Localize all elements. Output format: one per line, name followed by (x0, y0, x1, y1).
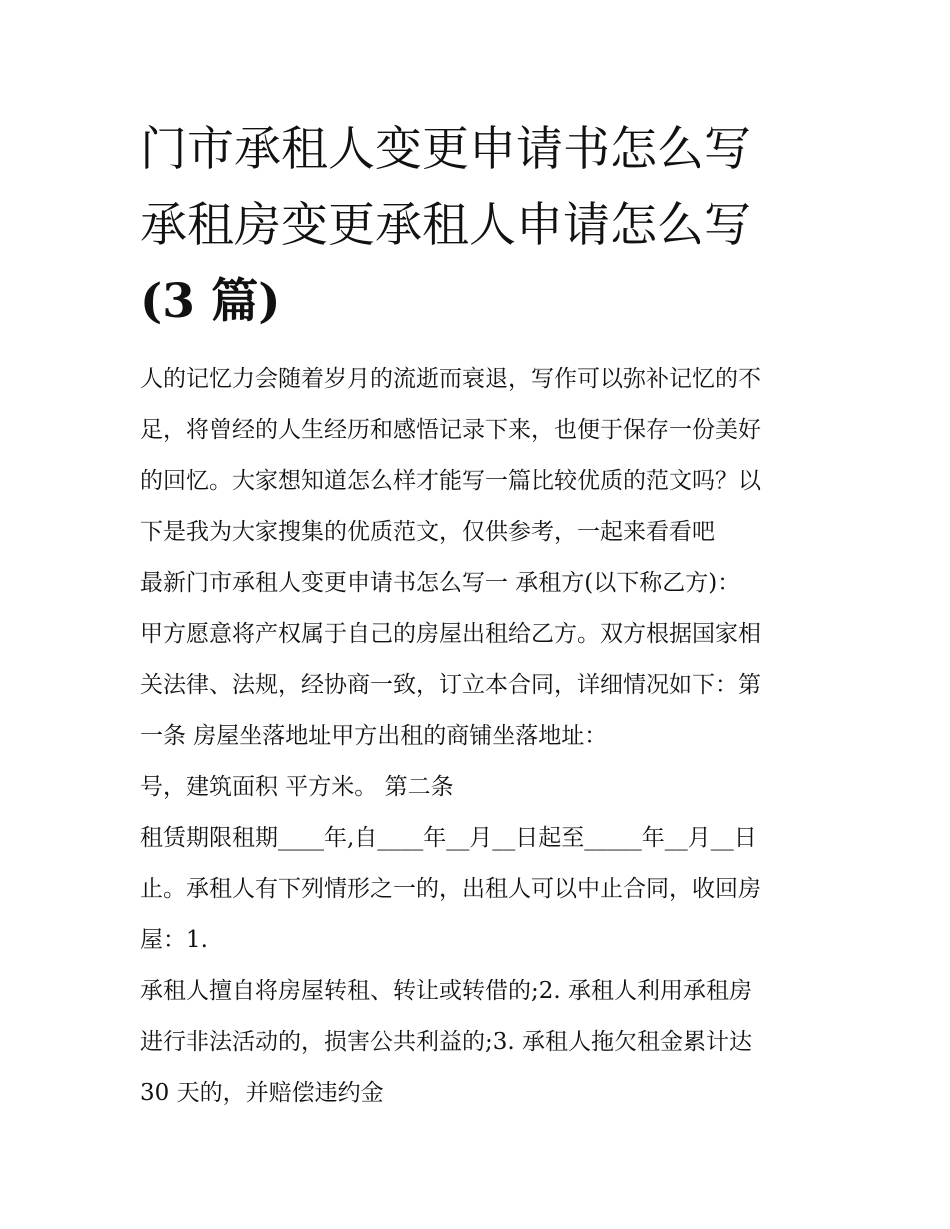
body-line: 下是我为大家搜集的优质范文，仅供参考，一起来看看吧 (140, 519, 715, 545)
document-body (140, 354, 820, 1119)
body-line: 甲方愿意将产权属于自己的房屋出租给乙方。双方根据国家相 (140, 621, 761, 647)
body-line: 关法律、法规，经协商一致，订立本合同，详细情况如下：第 (140, 672, 761, 698)
body-line: 足，将曾经的人生经历和感悟记录下来，也便于保存一份美好 (140, 417, 761, 443)
body-line: 30 天的，并赔偿违约金 (140, 1080, 384, 1106)
title-line-1: 门市承租人变更申请书怎么写 (140, 122, 751, 177)
body-line: 租赁期限租期____年,自____年__月__日起至_____年__月__日 (140, 825, 757, 851)
title-line-2: 承租房变更承租人申请怎么写 (140, 198, 751, 253)
title-line-3: (3 篇) (140, 274, 281, 329)
body-line: 最新门市承租人变更申请书怎么写一 承租方(以下称乙方)： (140, 570, 741, 596)
body-line: 人的记忆力会随着岁月的流逝而衰退，写作可以弥补记忆的不 (140, 366, 761, 392)
body-line: 进行非法活动的，损害公共利益的;3. 承租人拖欠租金累计达 (140, 1029, 753, 1055)
body-line: 止。承租人有下列情形之一的，出租人可以中止合同，收回房 (140, 876, 761, 902)
body-line: 的回忆。大家想知道怎么样才能写一篇比较优质的范文吗？以 (140, 468, 761, 494)
document-title (140, 112, 820, 340)
body-line: 承租人擅自将房屋转租、转让或转借的;2. 承租人利用承租房 (140, 978, 753, 1004)
body-line: 一条 房屋坐落地址甲方出租的商铺坐落地址： (140, 723, 608, 749)
body-line: 屋：1. (140, 927, 208, 953)
body-line: 号，建筑面积 平方米。 第二条 (140, 774, 454, 800)
